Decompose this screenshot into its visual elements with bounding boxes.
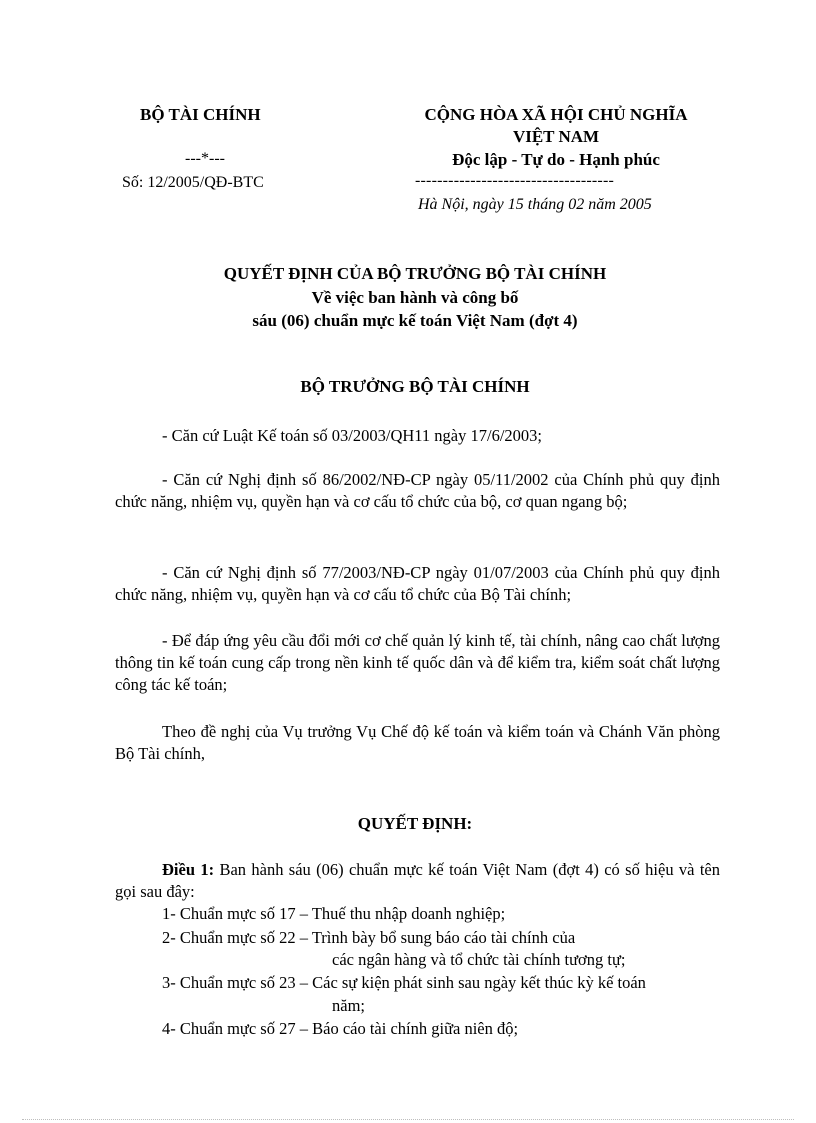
preamble-law: - Căn cứ Luật Kế toán số 03/2003/QH11 ngày 17/6/2003; [162, 426, 542, 445]
standard-name: Thuế thu nhập doanh nghiệp; [311, 904, 506, 923]
decision-subtitle-1: Về việc ban hành và công bố [311, 288, 519, 307]
list-item [162, 928, 575, 948]
page-bottom-divider [22, 1119, 794, 1120]
motto-separator: ------------------------------------ [415, 172, 615, 189]
standard-name-continued: năm; [332, 996, 365, 1015]
standard-name: Các sự kiện phát sinh sau ngày kết thúc kỳ kế toán [312, 973, 646, 992]
decision-subtitle-2: sáu (06) chuẩn mực kế toán Việt Nam (đợt 4) [252, 311, 578, 330]
document-number: Số: 12/2005/QĐ-BTC [122, 174, 264, 191]
standard-number: 4- Chuẩn mực số 27 – [162, 1019, 308, 1038]
republic-line-2: VIỆT NAM [512, 127, 600, 146]
ministry-separator: ---*--- [185, 150, 225, 167]
minister-heading: BỘ TRƯỞNG BỘ TÀI CHÍNH [300, 377, 530, 396]
republic-line-1: CỘNG HÒA XÃ HỘI CHỦ NGHĨA [424, 105, 688, 124]
decision-title: QUYẾT ĐỊNH CỦA BỘ TRƯỞNG BỘ TÀI CHÍNH [223, 264, 607, 283]
preamble-proposal: Theo đề nghị của Vụ trưởng Vụ Chế độ kế toán và kiểm toán và Chánh Văn phòng Bộ Tài chính, [115, 722, 720, 763]
standard-name-continued: các ngân hàng và tổ chức tài chính tương tự; [332, 950, 626, 969]
standard-number: 1- Chuẩn mực số 17 – [162, 904, 308, 923]
national-motto: Độc lập - Tự do - Hạnh phúc [452, 150, 660, 169]
standard-name: Trình bày bổ sung báo cáo tài chính của [311, 928, 576, 947]
ministry-name: BỘ TÀI CHÍNH [140, 105, 261, 124]
decision-heading: QUYẾT ĐỊNH: [357, 814, 473, 833]
preamble-reform: - Để đáp ứng yêu cầu đổi mới cơ chế quản lý kinh tế, tài chính, nâng cao chất lượng thông tin kế toán cung cấp trong nền kinh tế quốc dân và để kiểm tra, kiểm soát chất lượng công tác kế toán; [115, 631, 720, 694]
article-1 [115, 859, 720, 903]
standard-number: 3- Chuẩn mực số 23 – [162, 973, 308, 992]
list-item [162, 1019, 518, 1039]
list-item [162, 973, 646, 993]
preamble-decree-77: - Căn cứ Nghị định số 77/2003/NĐ-CP ngày 01/07/2003 của Chính phủ quy định chức năng, nhiệm vụ, quyền hạn và cơ cấu tổ chức của Bộ Tài chính; [115, 563, 720, 604]
article-1-text: Ban hành sáu (06) chuẩn mực kế toán Việt Nam (đợt 4) có số hiệu và tên gọi sau đây: [115, 860, 720, 901]
standard-number: 2- Chuẩn mực số 22 – [162, 928, 308, 947]
standard-name: Báo cáo tài chính giữa niên độ; [312, 1019, 519, 1038]
list-item [162, 904, 505, 924]
document-date: Hà Nội, ngày 15 tháng 02 năm 2005 [418, 196, 652, 213]
preamble-decree-86: - Căn cứ Nghị định số 86/2002/NĐ-CP ngày 05/11/2002 của Chính phủ quy định chức năng, nhiệm vụ, quyền hạn và cơ cấu tổ chức của bộ, cơ quan ngang bộ; [115, 470, 720, 511]
article-1-label: Điều 1: [162, 860, 215, 879]
